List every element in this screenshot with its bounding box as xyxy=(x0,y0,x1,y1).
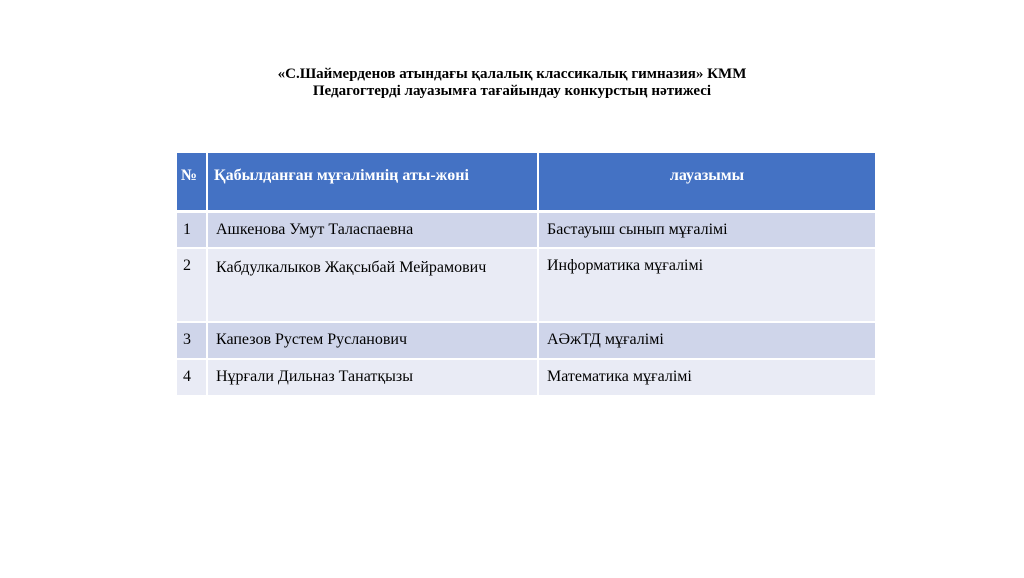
row-position: АӘжТД мұғалімі xyxy=(538,322,875,359)
row-number: 1 xyxy=(177,211,207,248)
results-table xyxy=(177,153,875,397)
header-position: лауазымы xyxy=(538,153,875,211)
document-heading xyxy=(0,66,1024,100)
row-teacher-name: Нұрғали Дильназ Танатқызы xyxy=(207,359,538,396)
row-teacher-name: Кабдулкалыков Жақсыбай Мейрамович xyxy=(207,248,538,322)
table-row xyxy=(177,211,875,248)
table-row xyxy=(177,359,875,396)
table-header-row xyxy=(177,153,875,211)
row-number: 3 xyxy=(177,322,207,359)
table-row xyxy=(177,248,875,322)
row-number: 2 xyxy=(177,248,207,322)
row-position: Математика мұғалімі xyxy=(538,359,875,396)
row-position: Бастауыш сынып мұғалімі xyxy=(538,211,875,248)
row-position: Информатика мұғалімі xyxy=(538,248,875,322)
header-number: № xyxy=(177,153,207,211)
row-teacher-name: Капезов Рустем Русланович xyxy=(207,322,538,359)
row-teacher-name: Ашкенова Умут Таласпаевна xyxy=(207,211,538,248)
header-teacher-name: Қабылданған мұғалімнің аты-жөні xyxy=(207,153,538,211)
table-row xyxy=(177,322,875,359)
heading-line-subject: Педагогтерді лауазымға тағайындау конкурстың нәтижесі xyxy=(312,83,712,99)
row-number: 4 xyxy=(177,359,207,396)
heading-line-organization: «С.Шаймерденов атындағы қалалық классикалық гимназия» КММ xyxy=(277,66,747,82)
